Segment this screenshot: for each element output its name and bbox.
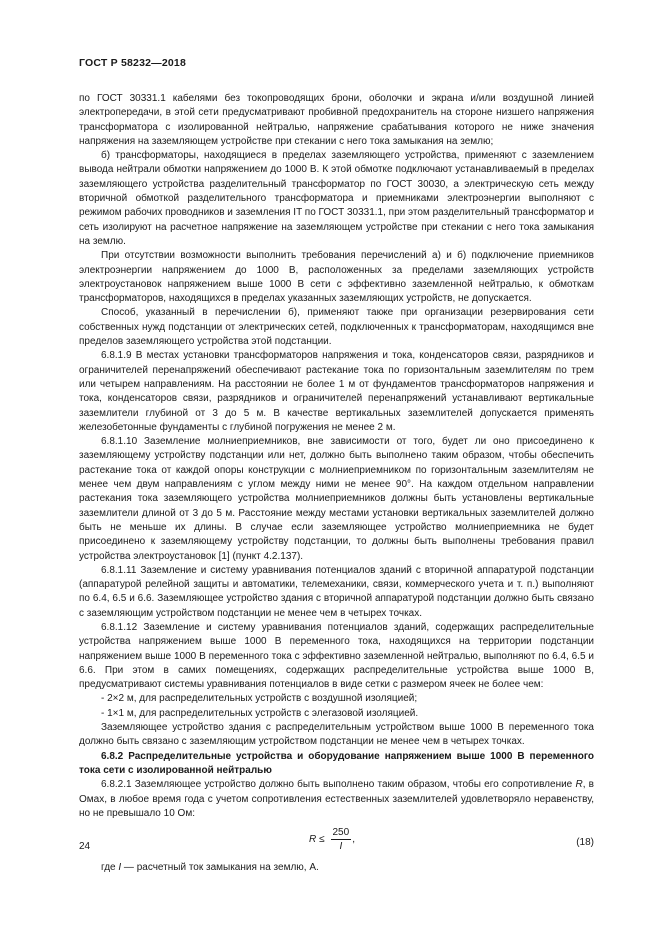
list-item: - 1×1 м, для распределительных устройств с элегазовой изоляцией. (101, 707, 419, 719)
where-text: — расчетный ток замыкания на землю, А. (121, 862, 319, 874)
paragraph: б) трансформаторы, находящиеся в пределах заземляющего устройства, применяют с заземлением вывода нейтрали обмотки напряжением до 1000 В. К этой обмотке подключают устанавливаемый в пределах заземляющего устройства разделительный трансформатор по ГОСТ 30030, а электрическую сеть между вторичной обмоткой разделительного трансформатора и приемниками электроэнергии выполняют с режимом рабочих проводников и заземления IT по ГОСТ 30331.1, при этом разделительный трансформатор и сеть изолируют на расчетное напряжение на заземляющем устройстве при стекании с него тока замыкания на землю. (79, 150, 594, 247)
formula-number: (18) (576, 837, 594, 849)
formula-expression (309, 827, 355, 853)
formula-explanation (79, 861, 594, 875)
document-body (79, 92, 594, 875)
paragraph: Заземляющее устройство здания с распределительным устройством выше 1000 В переменного тока должно быть связано с заземляющим устройством подстанции не менее чем в четырех точках. (79, 722, 594, 748)
page-number: 24 (79, 841, 91, 852)
where-prefix: где (101, 862, 119, 874)
paragraph: При отсутствии возможности выполнить требования перечислений а) и б) подключение приемников электроэнергии напряжением до 1000 В, расположенных за пределами заземляющих устройств электроустановок напряжением выше 1000 В сети с эффективно заземленной нейтралью, к обмоткам трансформаторов, находящихся в пределах указанных заземляющих устройств, не допускается. (79, 250, 594, 305)
paragraph: Способ, указанный в перечислении б), применяют также при организации резервирования сети собственных нужд подстанции от электрических сетей, подключенных к трансформаторам, находящимся вне пределов заземляющего устройства этой подстанции. (79, 307, 594, 348)
paragraph: 6.8.1.9 В местах установки трансформаторов напряжения и тока, конденсаторов связи, разрядников и ограничителей перенапряжений обеспечивают растекание тока по горизонтальным заземлителям по трем или четырем направлениям. На расстоянии не более 1 м от фундаментов трансформаторов напряжения и тока, конденсаторов связи, разрядников и ограничителей перенапряжений устанавливают вертикальные заземлители глубиной от 3 до 5 м. В качестве вертикальных заземлителей допускается применять железобетонные фундаменты с глубиной погружения не менее 2 м. (79, 350, 594, 433)
formula-numerator: 250 (332, 827, 350, 839)
paragraph: 6.8.1.10 Заземление молниеприемников, вне зависимости от того, будет ли оно присоединено к заземляющему устройству подстанции или нет, должно быть выполнено таким образом, чтобы обеспечить растекание тока от каждой опоры конструкции с молниеприемником по горизонтальным заземлителям не менее чем двум направлениям с углом между ними не менее 90°. На каждом отдельном направлении растекания тока заземляющего устройства молниеприемников должны быть установлены вертикальные заземлители длиной от 3 до 5 м. Расстояние между местами установки вертикальных заземлителей должно быть не меньше их длины. В случае если заземляющее устройство молниеприемника не будет присоединено к заземляющему устройству подстанции, то должны быть выполнены требования правил устройства электроустановок [1] (пункт 4.2.137). (79, 436, 594, 562)
formula-18 (79, 825, 594, 859)
paragraph-text: , в Омах, в любое время года с учетом сопротивления естественных заземлителей удовлетворяло неравенству, но не превышало 10 Ом: (79, 779, 594, 819)
section-heading: 6.8.2 Распределительные устройства и оборудование напряжением выше 1000 В переменного тока сети с изолированной нейтралью (79, 750, 594, 776)
standard-header: ГОСТ Р 58232—2018 (79, 57, 187, 69)
formula-fraction (331, 827, 352, 853)
variable-r: R (575, 779, 583, 791)
paragraph (79, 778, 594, 821)
where-symbol: I (118, 862, 122, 874)
list-item: - 2×2 м, для распределительных устройств с воздушной изоляцией; (101, 693, 418, 705)
formula-lhs: R ≤ (309, 833, 325, 845)
paragraph: 6.8.1.11 Заземление и систему уравнивания потенциалов зданий с вторичной аппаратурой подстанции (аппаратурой релейной защиты и автоматики, телемеханики, связи, коммерческого учета и т. п.) выполняют по 6.4, 6.5 и 6.6. Заземляющее устройство здания с вторичной аппаратурой подстанции должно быть связано с заземляющим устройством подстанции не менее чем в четырех точках. (79, 564, 594, 619)
paragraph: 6.8.1.12 Заземление и систему уравнивания потенциалов зданий, содержащих распределительные устройства напряжением выше 1000 В переменного тока, находящихся на территории подстанции напряжением выше 1000 В переменного тока с эффективно заземленной нейтралью, выполняют по 6.4, 6.5 и 6.6. При этом в самих помещениях, содержащих распределительные устройства выше 1000 В, предусматривают системы уравнивания потенциалов в виде сетки с размером ячеек не более чем: (79, 621, 594, 691)
formula-denominator: I (339, 841, 343, 853)
paragraph: по ГОСТ 30331.1 кабелями без токопроводящих брони, оболочки и экрана и/или воздушной линией электропередачи, в этой сети предусматривают пробивной предохранитель на стороне низшего напряжения трансформатора с изолированной нейтралью, напряжение срабатывания которого не ниже значения напряжения на заземляющем устройстве при стекании с него тока замыкания на землю; (79, 93, 594, 147)
formula-comma: , (352, 833, 355, 845)
paragraph-text: 6.8.2.1 Заземляющее устройство должно быть выполнено таким образом, чтобы его сопротивление (101, 779, 576, 791)
